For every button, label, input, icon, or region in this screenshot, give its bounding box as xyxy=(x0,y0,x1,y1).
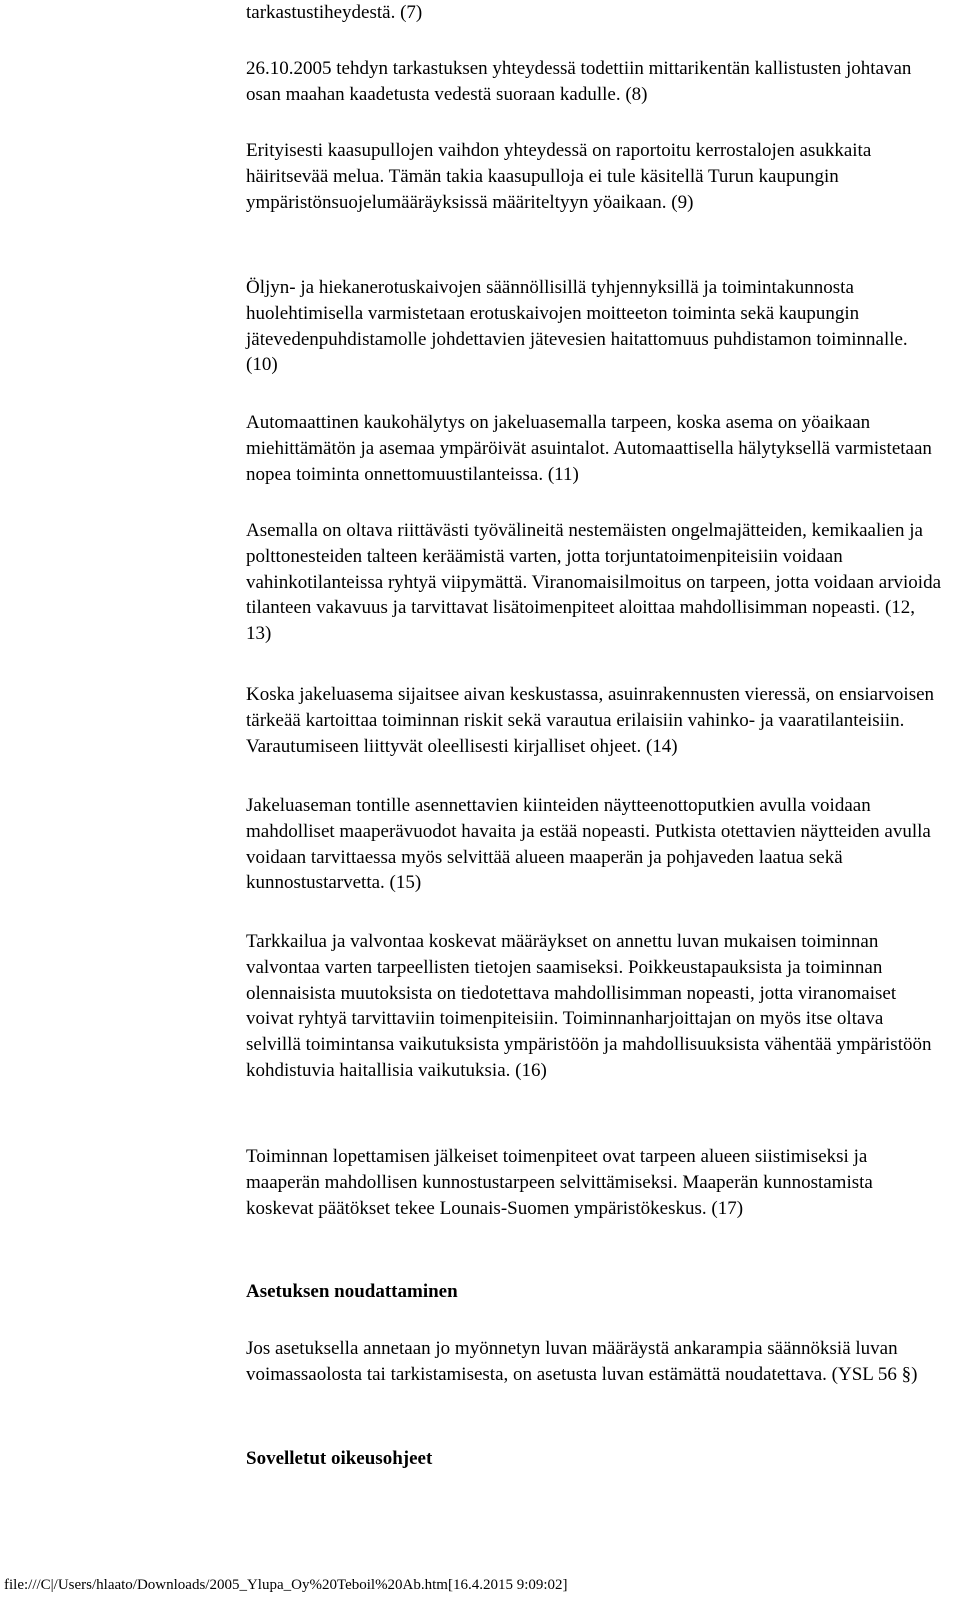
section-heading-sovelletut: Sovelletut oikeusohjeet xyxy=(246,1448,433,1469)
section-heading-asetus: Asetuksen noudattaminen xyxy=(246,1281,458,1302)
paragraph-12-13: Asemalla on oltava riittävästi työvälineitä nestemäisten ongelmajätteiden, kemikaalien ja polttonesteiden talteen keräämistä varten, jotta torjuntatoimenpiteisiin voidaan vahinkotilanteissa ryhtyä viipymättä. Viranomaisilmoitus on tarpeen, jotta voidaan arvioida tilanteen vakavuus ja tarvittavat lisätoimenpiteet aloittaa mahdollisimman nopeasti. (12, 13) xyxy=(246,520,942,645)
paragraph-asetus: Jos asetuksella annetaan jo myönnetyn luvan määräystä ankarampia säännöksiä luvan voimassaolosta tai tarkistamisesta, on asetusta luvan estämättä noudatettava. (YSL 56 §) xyxy=(246,1338,918,1385)
footer-file-url: file:///C|/Users/hlaato/Downloads/2005_Ylupa_Oy%20Teboil%20Ab.htm[16.4.2015 9:09:02] xyxy=(4,1577,568,1593)
paragraph-7: tarkastustiheydestä. (7) xyxy=(246,2,423,23)
paragraph-9: Erityisesti kaasupullojen vaihdon yhteydessä on raportoitu kerrostalojen asukkaita häiritsevää melua. Tämän takia kaasupulloja ei tule käsitellä Turun kaupungin ympäristönsuojelumääräyksissä määriteltyyn yöaikaan. (9) xyxy=(246,140,872,213)
paragraph-11: Automaattinen kaukohälytys on jakeluasemalla tarpeen, koska asema on yöaikaan miehittämätön ja asemaa ympäröivät asuintalot. Automaattisella hälytyksellä varmistetaan nopea toiminta onnettomuustilanteissa. (11) xyxy=(246,412,932,485)
paragraph-10: Öljyn- ja hiekanerotuskaivojen säännöllisillä tyhjennyksillä ja toimintakunnosta huolehtimisella varmistetaan erotuskaivojen moitteeton toiminta sekä kaupungin jätevedenpuhdistamolle johdettavien jätevesien haitattomuus puhdistamon toiminnalle. (10) xyxy=(246,277,908,376)
paragraph-14: Koska jakeluasema sijaitsee aivan keskustassa, asuinrakennusten vieressä, on ensiarvoisen tärkeää kartoittaa toiminnan riskit sekä varautua erilaisiin vahinko- ja vaaratilanteisiin. Varautumiseen liittyvät oleellisesti kirjalliset ohjeet. (14) xyxy=(246,684,935,757)
paragraph-16: Tarkkailua ja valvontaa koskevat määräykset on annettu luvan mukaisen toiminnan valvontaa varten tarpeellisten tietojen saamiseksi. Poikkeustapauksista ja toiminnan olennaisista muutoksista on tiedotettava mahdollisimman nopeasti, jotta viranomaiset voivat ryhtyä tarvittaviin toimenpiteisiin. Toiminnanharjoittajan on myös itse oltava selvillä toimintansa vaikutuksista ympäristöön ja mahdollisuuksista vähentää ympäristöön kohdistuvia haitallisia vaikutuksia. (16) xyxy=(246,931,932,1081)
paragraph-17: Toiminnan lopettamisen jälkeiset toimenpiteet ovat tarpeen alueen siistimiseksi ja maaperän mahdollisen kunnostustarpeen selvittämiseksi. Maaperän kunnostamista koskevat päätökset tekee Lounais-Suomen ympäristökeskus. (17) xyxy=(246,1146,873,1219)
paragraph-15: Jakeluaseman tontille asennettavien kiinteiden näytteenottoputkien avulla voidaan mahdolliset maaperävuodot havaita ja estää nopeasti. Putkista otettavien näytteiden avulla voidaan tarvittaessa myös selvittää alueen maaperän ja pohjaveden laatua sekä kunnostustarvetta. (15) xyxy=(246,795,931,894)
paragraph-8: 26.10.2005 tehdyn tarkastuksen yhteydessä todettiin mittarikentän kallistusten johtavan osan maahan kaadetusta vedestä suoraan kadulle. (8) xyxy=(246,58,912,105)
